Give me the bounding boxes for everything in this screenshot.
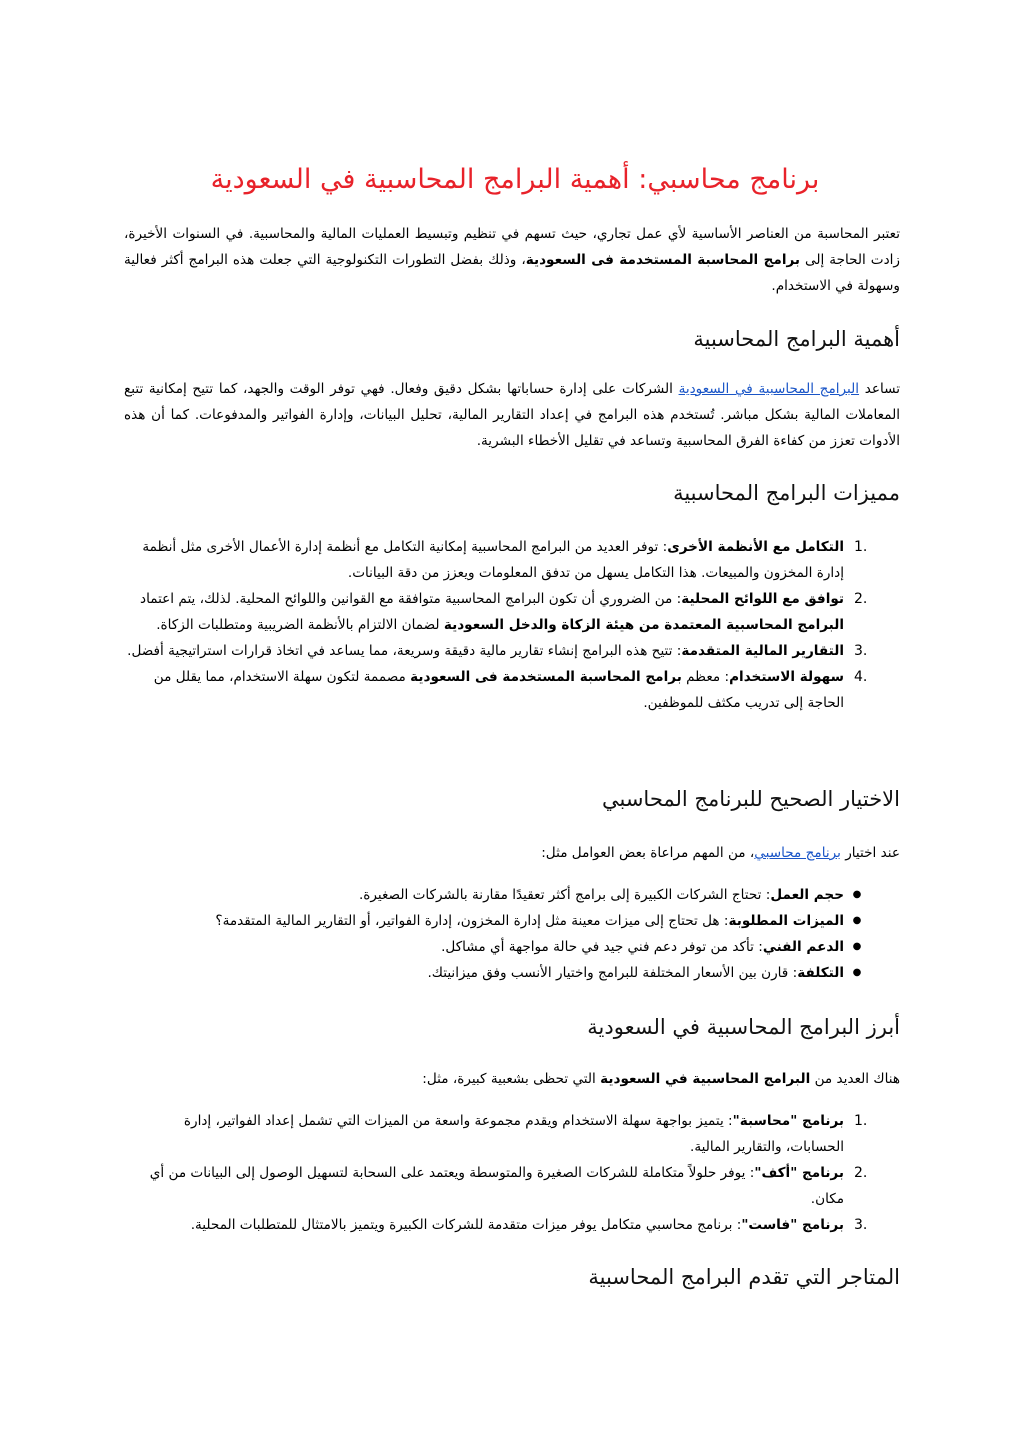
list-number: 3. <box>854 1217 868 1233</box>
choosing-text-1: ، من المهم مراعاة بعض العوامل مثل: <box>541 845 755 861</box>
bullet-icon: ● <box>852 941 862 952</box>
list-item <box>124 960 900 986</box>
intro-paragraph <box>124 221 900 299</box>
section-heading-stores: المتاجر التي تقدم البرامج المحاسبية <box>588 1265 900 1289</box>
list-item <box>124 882 900 908</box>
item-bold: التكامل مع الأنظمة الأخرى <box>667 539 844 555</box>
importance-text-1: الشركات على إدارة حساباتها بشكل دقيق وفعال. فهي توفر الوقت والجهد، كما تتيح إمكانية تتبع المعاملات المالية بشكل مباشر. تُستخدم هذه البرامج في إعداد التقارير المالية، تحليل البيانات، وإدارة الفواتير والمدفوعات. كما أن هذه الأدوات تعزز من كفاءة الفرق المحاسبية وتساعد في تقليل الأخطاء البشرية. <box>124 381 900 449</box>
item-text: : من الضروري أن تكون البرامج المحاسبية متوافقة مع القوانين واللوائح المحلية. لذلك، يتم اعتماد <box>140 591 682 607</box>
item-bold: توافق مع اللوائح المحلية <box>681 591 844 607</box>
list-item <box>124 1108 900 1160</box>
programs-list <box>124 1108 900 1238</box>
list-number: 2. <box>854 591 868 607</box>
list-item <box>124 664 900 716</box>
item-bold: التقارير المالية المتقدمة <box>681 643 844 659</box>
item-text: : تأكد من توفر دعم فني جيد في حالة مواجهة أي مشاكل. <box>441 939 763 955</box>
item-bold: سهولة الاستخدام <box>729 669 844 685</box>
list-item <box>124 586 900 638</box>
item-text: : يتميز بواجهة سهلة الاستخدام ويقدم مجموعة واسعة من الميزات التي تشمل إعداد الفواتير، إدارة الحسابات، والتقارير المالية. <box>183 1113 844 1155</box>
importance-paragraph <box>124 376 900 454</box>
item-bold: التكلفة <box>797 965 844 981</box>
bullet-icon: ● <box>852 889 862 900</box>
item-bold: برنامج "محاسبة" <box>732 1113 844 1129</box>
intro-bold: برامج المحاسبة المستخدمة فى السعودية <box>525 252 801 268</box>
top-programs-paragraph <box>124 1066 900 1092</box>
item-text: : تتيح هذه البرامج إنشاء تقارير مالية دقيقة وسريعة، مما يساعد في اتخاذ قرارات استراتيجية أفضل. <box>127 643 682 659</box>
item-text: : توفر العديد من البرامج المحاسبية إمكانية التكامل مع أنظمة إدارة الأعمال الأخرى مثل أنظمة إدارة المخزون والمبيعات. هذا التكامل يسهل من تدفق المعلومات ويعزز من دقة البيانات. <box>142 539 844 581</box>
item-text-2: مصممة لتكون سهلة الاستخدام، مما يقلل من الحاجة إلى تدريب مكثف للموظفين. <box>153 669 844 711</box>
section-heading-features: مميزات البرامج المحاسبية <box>673 481 900 505</box>
section-heading-importance: أهمية البرامج المحاسبية <box>693 327 900 351</box>
list-item <box>124 934 900 960</box>
list-number: 2. <box>854 1165 868 1181</box>
item-text: : هل تحتاج إلى ميزات معينة مثل إدارة المخزون، إدارة الفواتير، أو التقارير المالية المتقدمة؟ <box>215 913 729 929</box>
list-number: 3. <box>854 643 868 659</box>
list-item <box>124 534 900 586</box>
section-heading-choosing: الاختيار الصحيح للبرنامج المحاسبي <box>601 787 900 811</box>
factors-list <box>124 882 900 986</box>
intro-text-1: تعتبر المحاسبة من العناصر الأساسية لأي عمل تجاري، حيث تسهم في تنظيم وتبسيط العمليات المالية والمحاسبية. في السنوات الأخيرة، زادت الحاجة إلى <box>124 226 900 268</box>
list-number: 1. <box>854 1113 868 1129</box>
item-bold: الدعم الفني <box>762 939 844 955</box>
list-item <box>124 638 900 664</box>
features-list <box>124 534 900 716</box>
list-item <box>124 1212 900 1238</box>
bullet-icon: ● <box>852 967 862 978</box>
page-title: برنامج محاسبي: أهمية البرامج المحاسبية في السعودية <box>210 164 820 195</box>
item-text: : تحتاج الشركات الكبيرة إلى برامج أكثر تعقيدًا مقارنة بالشركات الصغيرة. <box>358 887 771 903</box>
top-programs-text-0: هناك العديد من <box>810 1071 900 1087</box>
list-item <box>124 1160 900 1212</box>
top-programs-bold: البرامج المحاسبية في السعودية <box>600 1071 811 1087</box>
item-bold: الميزات المطلوبة <box>728 913 844 929</box>
list-number: 4. <box>854 669 868 685</box>
item-bold: برنامج "فاست" <box>741 1217 844 1233</box>
item-text: : يوفر حلولاً متكاملة للشركات الصغيرة والمتوسطة ويعتمد على السحابة لتسهيل الوصول إلى البيانات من أي مكان. <box>149 1165 844 1207</box>
importance-text-0: تساعد <box>859 381 901 397</box>
item-text: : برنامج محاسبي متكامل يوفر ميزات متقدمة للشركات الكبيرة ويتميز بالامتثال للمتطلبات المحلية. <box>190 1217 742 1233</box>
top-programs-text-1: التي تحظى بشعبية كبيرة، مثل: <box>422 1071 601 1087</box>
list-item <box>124 908 900 934</box>
item-text: : معظم <box>681 669 730 685</box>
choosing-text-0: عند اختيار <box>840 845 900 861</box>
intro-text-2: ، وذلك بفضل التطورات التكنولوجية التي جعلت هذه البرامج أكثر فعالية وسهولة في الاستخدام. <box>124 252 900 294</box>
bullet-icon: ● <box>852 915 862 926</box>
accounting-program-link[interactable]: برنامج محاسبي <box>754 845 841 861</box>
section-heading-top-programs: أبرز البرامج المحاسبية في السعودية <box>587 1015 900 1039</box>
item-bold: برنامج "أكف" <box>754 1165 844 1181</box>
item-text-2: لضمان الالتزام بالأنظمة الضريبية ومتطلبات الزكاة. <box>156 617 444 633</box>
item-text: : قارن بين الأسعار المختلفة للبرامج واختيار الأنسب وفق ميزانيتك. <box>427 965 798 981</box>
item-bold: حجم العمل <box>770 887 844 903</box>
list-number: 1. <box>854 539 868 555</box>
accounting-programs-link[interactable]: البرامج المحاسبية في السعودية <box>678 381 860 397</box>
choosing-paragraph <box>124 840 900 866</box>
item-bold-2: برامج المحاسبة المستخدمة فى السعودية <box>410 669 682 685</box>
item-bold-2: البرامج المحاسبية المعتمدة من هيئة الزكاة والدخل السعودية <box>443 617 844 633</box>
